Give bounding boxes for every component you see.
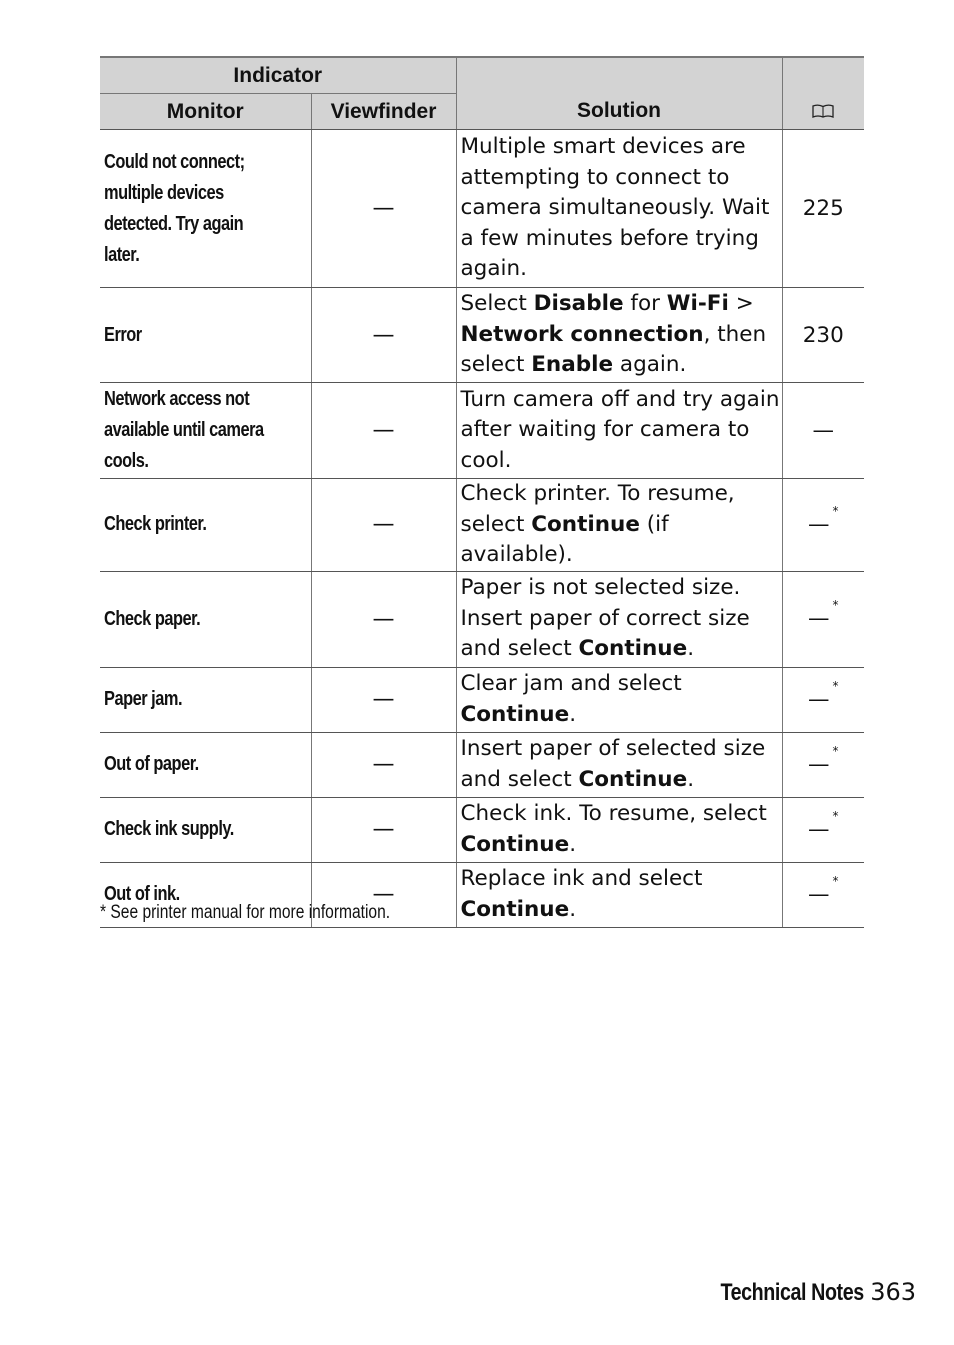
- solution-text: Replace ink and select Continue.: [456, 862, 782, 927]
- footnote-marker: *: [832, 598, 839, 613]
- header-page-reference: [782, 57, 864, 130]
- solution-text: Insert paper of selected size and select Continue.: [456, 732, 782, 797]
- viewfinder-indicator: —: [311, 732, 456, 797]
- table-row: [100, 130, 864, 288]
- page-number: 363: [870, 1278, 916, 1306]
- solution-text: Multiple smart devices are attempting to connect to camera simultaneously. Wait a few minutes before trying again.: [456, 130, 782, 288]
- book-icon: [812, 104, 834, 118]
- header-viewfinder: Viewfinder: [311, 94, 456, 130]
- page-reference: —: [782, 383, 864, 479]
- page-reference: 225: [782, 130, 864, 288]
- header-monitor: Monitor: [100, 94, 311, 130]
- monitor-message: Out of paper.: [100, 732, 311, 797]
- footnote-marker: *: [832, 743, 839, 758]
- table-row: [100, 732, 864, 797]
- solution-text: Turn camera off and try again after waiting for camera to cool.: [456, 383, 782, 479]
- page-reference: —*: [782, 571, 864, 667]
- page-reference: —*: [782, 797, 864, 862]
- page-footer: [689, 1278, 916, 1307]
- header-solution: Solution: [456, 57, 782, 130]
- viewfinder-indicator: —: [311, 571, 456, 667]
- monitor-message: Out of ink.: [100, 862, 311, 927]
- solution-text: Check ink. To resume, select Continue.: [456, 797, 782, 862]
- page-reference: 230: [782, 288, 864, 383]
- monitor-message: Check ink supply.: [100, 797, 311, 862]
- monitor-message: Paper jam.: [100, 667, 311, 732]
- page-reference: —*: [782, 667, 864, 732]
- table-row: [100, 383, 864, 479]
- viewfinder-indicator: —: [311, 797, 456, 862]
- table-row: [100, 288, 864, 383]
- error-message-table: [100, 56, 864, 928]
- footnote-marker: *: [832, 873, 839, 888]
- header-indicator: Indicator: [100, 57, 456, 94]
- monitor-message: Check printer.: [100, 479, 311, 572]
- viewfinder-indicator: —: [311, 383, 456, 479]
- solution-text: Select Disable for Wi-Fi > Network connection, then select Enable again.: [456, 288, 782, 383]
- table-body: [100, 130, 864, 928]
- monitor-message: Check paper.: [100, 571, 311, 667]
- monitor-message: Network access not available until camera cools.: [100, 383, 311, 479]
- footnote-text: * See printer manual for more information.: [100, 902, 391, 923]
- footnote: [100, 902, 454, 924]
- solution-text: Clear jam and select Continue.: [456, 667, 782, 732]
- footnote-marker: *: [832, 678, 839, 693]
- viewfinder-indicator: —: [311, 667, 456, 732]
- page-reference: —*: [782, 862, 864, 927]
- section-title: Technical Notes: [720, 1279, 865, 1306]
- page-reference: —*: [782, 479, 864, 572]
- viewfinder-indicator: —: [311, 288, 456, 383]
- viewfinder-indicator: —: [311, 479, 456, 572]
- viewfinder-indicator: —: [311, 862, 456, 927]
- footnote-marker: *: [832, 808, 839, 823]
- monitor-message: Error: [100, 288, 311, 383]
- table-row: [100, 571, 864, 667]
- table-row: [100, 479, 864, 572]
- viewfinder-indicator: —: [311, 130, 456, 288]
- footnote-marker: *: [832, 504, 839, 519]
- monitor-message: Could not connect; multiple devices detected. Try again later.: [100, 130, 311, 288]
- page-reference: —*: [782, 732, 864, 797]
- solution-text: Check printer. To resume, select Continue (if available).: [456, 479, 782, 572]
- table-row: [100, 667, 864, 732]
- solution-text: Paper is not selected size. Insert paper of correct size and select Continue.: [456, 571, 782, 667]
- table-row: [100, 797, 864, 862]
